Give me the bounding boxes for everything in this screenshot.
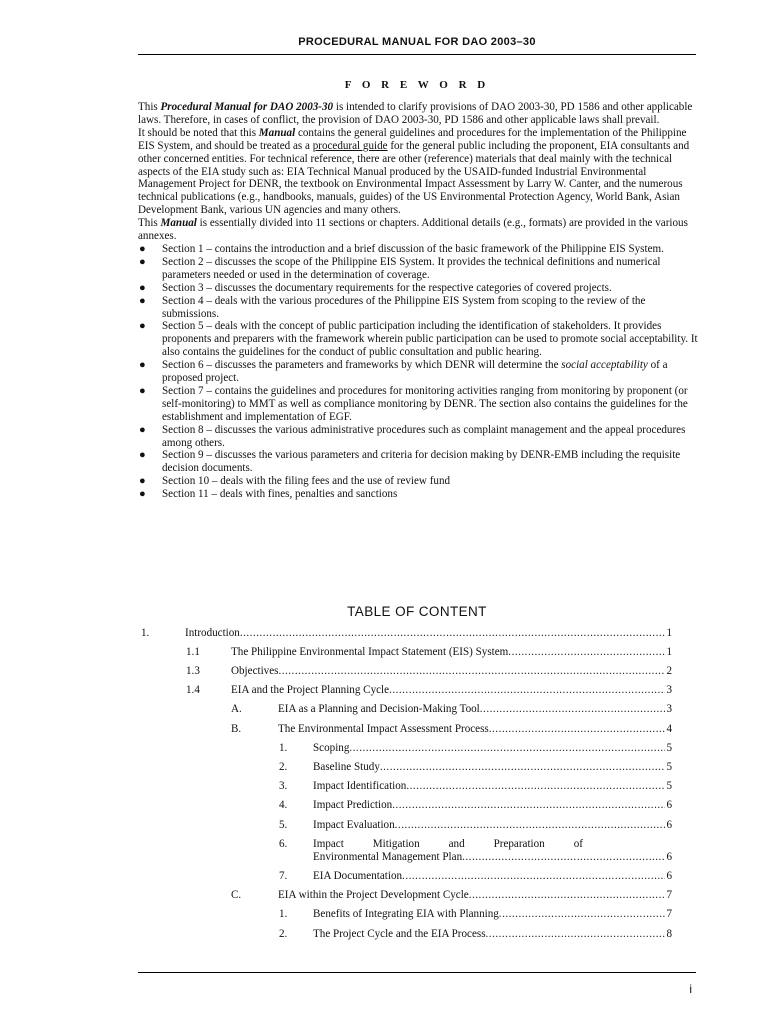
toc-leader [480, 703, 666, 716]
toc-entry-number: 1. [279, 908, 288, 920]
bullet-icon: ● [139, 320, 146, 333]
toc-entry[interactable] [231, 889, 672, 902]
social-acceptability-emphasis: social acceptability [561, 359, 648, 372]
foreword-paragraph-3: This Manual is essentially divided into 11 sections or chapters. Additional details (e.g., formats) are provided in the various annexes. [138, 217, 688, 243]
toc-entry-title: Environmental Management Plan [313, 851, 463, 863]
toc-entry[interactable] [279, 870, 672, 883]
toc-entry-number: 5. [279, 819, 288, 831]
toc-entry-title: Impact Prediction [313, 799, 393, 811]
bullet-icon: ● [139, 475, 146, 488]
toc-entry-page: 5 [666, 780, 672, 792]
toc-entry-number: 7. [279, 870, 288, 882]
bullet-icon: ● [139, 384, 146, 397]
toc-entry-number: B. [231, 723, 242, 735]
toc-entry-title: EIA within the Project Development Cycle [278, 889, 469, 901]
toc-entry-title: Introduction [185, 627, 240, 639]
bullet-icon: ● [139, 281, 146, 294]
toc-leader [486, 928, 666, 941]
toc-leader [462, 851, 665, 864]
toc-entry-title: The Philippine Environmental Impact Statement (EIS) System [231, 646, 509, 658]
toc-entry[interactable] [231, 723, 672, 736]
toc-entry-page: 2 [666, 665, 672, 677]
bullet-icon: ● [139, 242, 146, 255]
toc-entry[interactable] [279, 819, 672, 832]
toc-leader [499, 908, 666, 921]
list-item: ● Section 11 – deals with fines, penalties and sanctions [139, 488, 398, 501]
list-item: ● Section 10 – deals with the filing fees and the use of review fund [139, 475, 451, 488]
toc-entry-title: The Project Cycle and the EIA Process [313, 928, 486, 940]
toc-entry[interactable] [279, 761, 672, 774]
toc-leader [278, 665, 665, 678]
list-item: ● Section 5 – deals with the concept of public participation including the identification of stakeholders. It provides proponents and preparers with the framework wherein public participation can be used to promote social acceptability. It also contains the guidelines for the conduct of public consultation and public hearing. [139, 320, 698, 359]
manual-emphasis: Manual [160, 217, 197, 230]
page-header [138, 36, 696, 55]
toc-entry-number: A. [231, 703, 242, 715]
list-item: ● Section 2 – discusses the scope of the Philippine EIS System. It provides the technical definitions and numerical parameters needed or used in the determination of coverage. [139, 255, 661, 281]
toc-entry-number: 2. [279, 928, 288, 940]
toc-entry-title: Impact Evaluation [313, 819, 395, 831]
toc-entry-number: 6. [279, 838, 288, 850]
bullet-icon: ● [139, 359, 146, 372]
procedural-guide-underline: procedural guide [312, 139, 388, 152]
toc-entry-number: 2. [279, 761, 288, 773]
bullet-icon: ● [139, 423, 146, 436]
manual-emphasis: Manual [258, 126, 296, 139]
toc-entry-page: 5 [666, 742, 672, 754]
toc-entry-number: C. [231, 889, 242, 901]
toc-entry-page: 8 [666, 928, 672, 940]
toc-entry-title: Benefits of Integrating EIA with Planning [313, 908, 499, 920]
toc-entry-number: 4. [279, 799, 288, 811]
toc-entry[interactable] [186, 646, 672, 659]
bullet-icon: ● [139, 294, 146, 307]
toc-entry[interactable] [279, 908, 672, 921]
toc-entry-title: Impact Identification [313, 780, 407, 792]
toc-leader [406, 780, 665, 793]
toc-entry-page: 1 [666, 627, 672, 639]
toc-entry-title: Scoping [313, 742, 350, 754]
toc-entry-number: 1.1 [186, 646, 200, 658]
toc-leader [489, 723, 666, 736]
toc-entry-page: 6 [666, 851, 672, 863]
toc-leader [349, 742, 665, 755]
toc-leader [240, 627, 666, 640]
toc-entry-title: Objectives [231, 665, 279, 677]
toc-entry[interactable] [231, 703, 672, 716]
toc-entry[interactable] [279, 780, 672, 793]
foreword-body [138, 101, 698, 501]
toc-entry-title: The Environmental Impact Assessment Process [278, 723, 489, 735]
list-item: ● Section 8 – discusses the various administrative procedures such as complaint management and the appeal procedures among others. [139, 423, 686, 449]
bullet-icon: ● [139, 255, 146, 268]
toc-entry-number: 1.3 [186, 665, 200, 677]
toc-leader [389, 684, 665, 697]
list-item: ● Section 9 – discusses the various parameters and criteria for decision making by DENR-EMB including the requisite decision documents. [139, 449, 681, 475]
toc-leader [508, 646, 665, 659]
toc-entry-page: 7 [666, 889, 672, 901]
toc-entry-number: 1.4 [186, 684, 200, 696]
bullet-icon: ● [139, 488, 146, 501]
list-item: ● Section 4 – deals with the various procedures of the Philippine EIS System from scoping to the review of the submissions. [139, 294, 646, 320]
list-item: ● Section 6 – discusses the parameters and frameworks by which DENR will determine the social acceptability of a proposed project. [139, 359, 668, 385]
toc-entry[interactable] [279, 742, 672, 755]
toc-entry[interactable] [186, 665, 672, 678]
toc-leader [380, 761, 666, 774]
toc-entry[interactable] [186, 684, 672, 697]
list-item: ● Section 3 – discusses the documentary requirements for the respective categories of covered projects. [139, 281, 612, 294]
page-number: i [689, 982, 692, 996]
toc-entry[interactable] [279, 838, 672, 864]
toc-entry-page: 3 [666, 703, 672, 715]
list-item: ● Section 7 – contains the guidelines and procedures for monitoring activities ranging from monitoring by proponent (or self-monitoring) to MMT as well as compliance monitoring by DENR. The section also contains the guidelines for the establishment and implementation of EGF. [139, 384, 688, 423]
section-list [138, 243, 698, 501]
toc-entry[interactable] [141, 627, 672, 640]
toc-entry-title: EIA Documentation [313, 870, 403, 882]
toc-entry[interactable] [279, 928, 672, 941]
toc-entry-page: 6 [666, 799, 672, 811]
toc-entry-page: 4 [666, 723, 672, 735]
header-title: PROCEDURAL MANUAL FOR DAO 2003–30 [298, 36, 536, 48]
toc-entry-title: EIA as a Planning and Decision-Making Tool [278, 703, 480, 715]
toc-leader [469, 889, 666, 902]
foreword-paragraph-2: It should be noted that this Manual contains the general guidelines and procedures for the implementation of the Philippine EIS System, and should be treated as a procedural guide for the general public including the proponent, EIA consultants and other concerned entities. For technical reference, there are other (reference) materials that deal mainly with the technical aspects of the EIA study such as: EIA Technical Manual produced by the USAID-funded Industrial Environmental Management Project for DENR, the textbook on Environmental Impact Assessment by Larry W. Canter, and the numerous technical publications (e.g., handbooks, manuals, guides) of the US Environmental Protection Agency, World Bank, Asian Development Bank, various UN agencies and many others. [138, 126, 690, 217]
toc-entry-title-line-1: Impact Mitigation and Preparation of [313, 838, 583, 850]
bullet-icon: ● [139, 449, 146, 462]
foreword-paragraph-1: This Procedural Manual for DAO 2003-30 is intended to clarify provisions of DAO 2003-30, PD 1586 and other applicable laws. Therefore, in cases of conflict, the provision of DAO 2003-30, PD 1586 and other applicable laws shall prevail. [138, 101, 693, 126]
foreword-title: F O R E W O R D [344, 79, 490, 91]
toc-entry[interactable] [279, 799, 672, 812]
toc-entry-page: 6 [666, 819, 672, 831]
list-item: ● Section 1 – contains the introduction and a brief discussion of the basic framework of the Philippine EIS System. [139, 242, 664, 255]
manual-title-emphasis: Procedural Manual for DAO 2003-30 [160, 101, 334, 113]
toc-entry-number: 3. [279, 780, 288, 792]
toc-entry-title: Baseline Study [313, 761, 380, 773]
toc-entry-page: 7 [666, 908, 672, 920]
footer-rule [138, 972, 696, 973]
toc-leader [402, 870, 665, 883]
toc-title: TABLE OF CONTENT [347, 604, 487, 619]
toc-entry-page: 5 [666, 761, 672, 773]
toc-entry-number: 1. [141, 627, 150, 639]
toc-entry-page: 1 [666, 646, 672, 658]
toc-entry-number: 1. [279, 742, 288, 754]
toc-leader [392, 799, 665, 812]
toc-leader [395, 819, 666, 832]
toc-entry-page: 3 [666, 684, 672, 696]
toc-entry-page: 6 [666, 870, 672, 882]
toc-entry-title: EIA and the Project Planning Cycle [231, 684, 390, 696]
